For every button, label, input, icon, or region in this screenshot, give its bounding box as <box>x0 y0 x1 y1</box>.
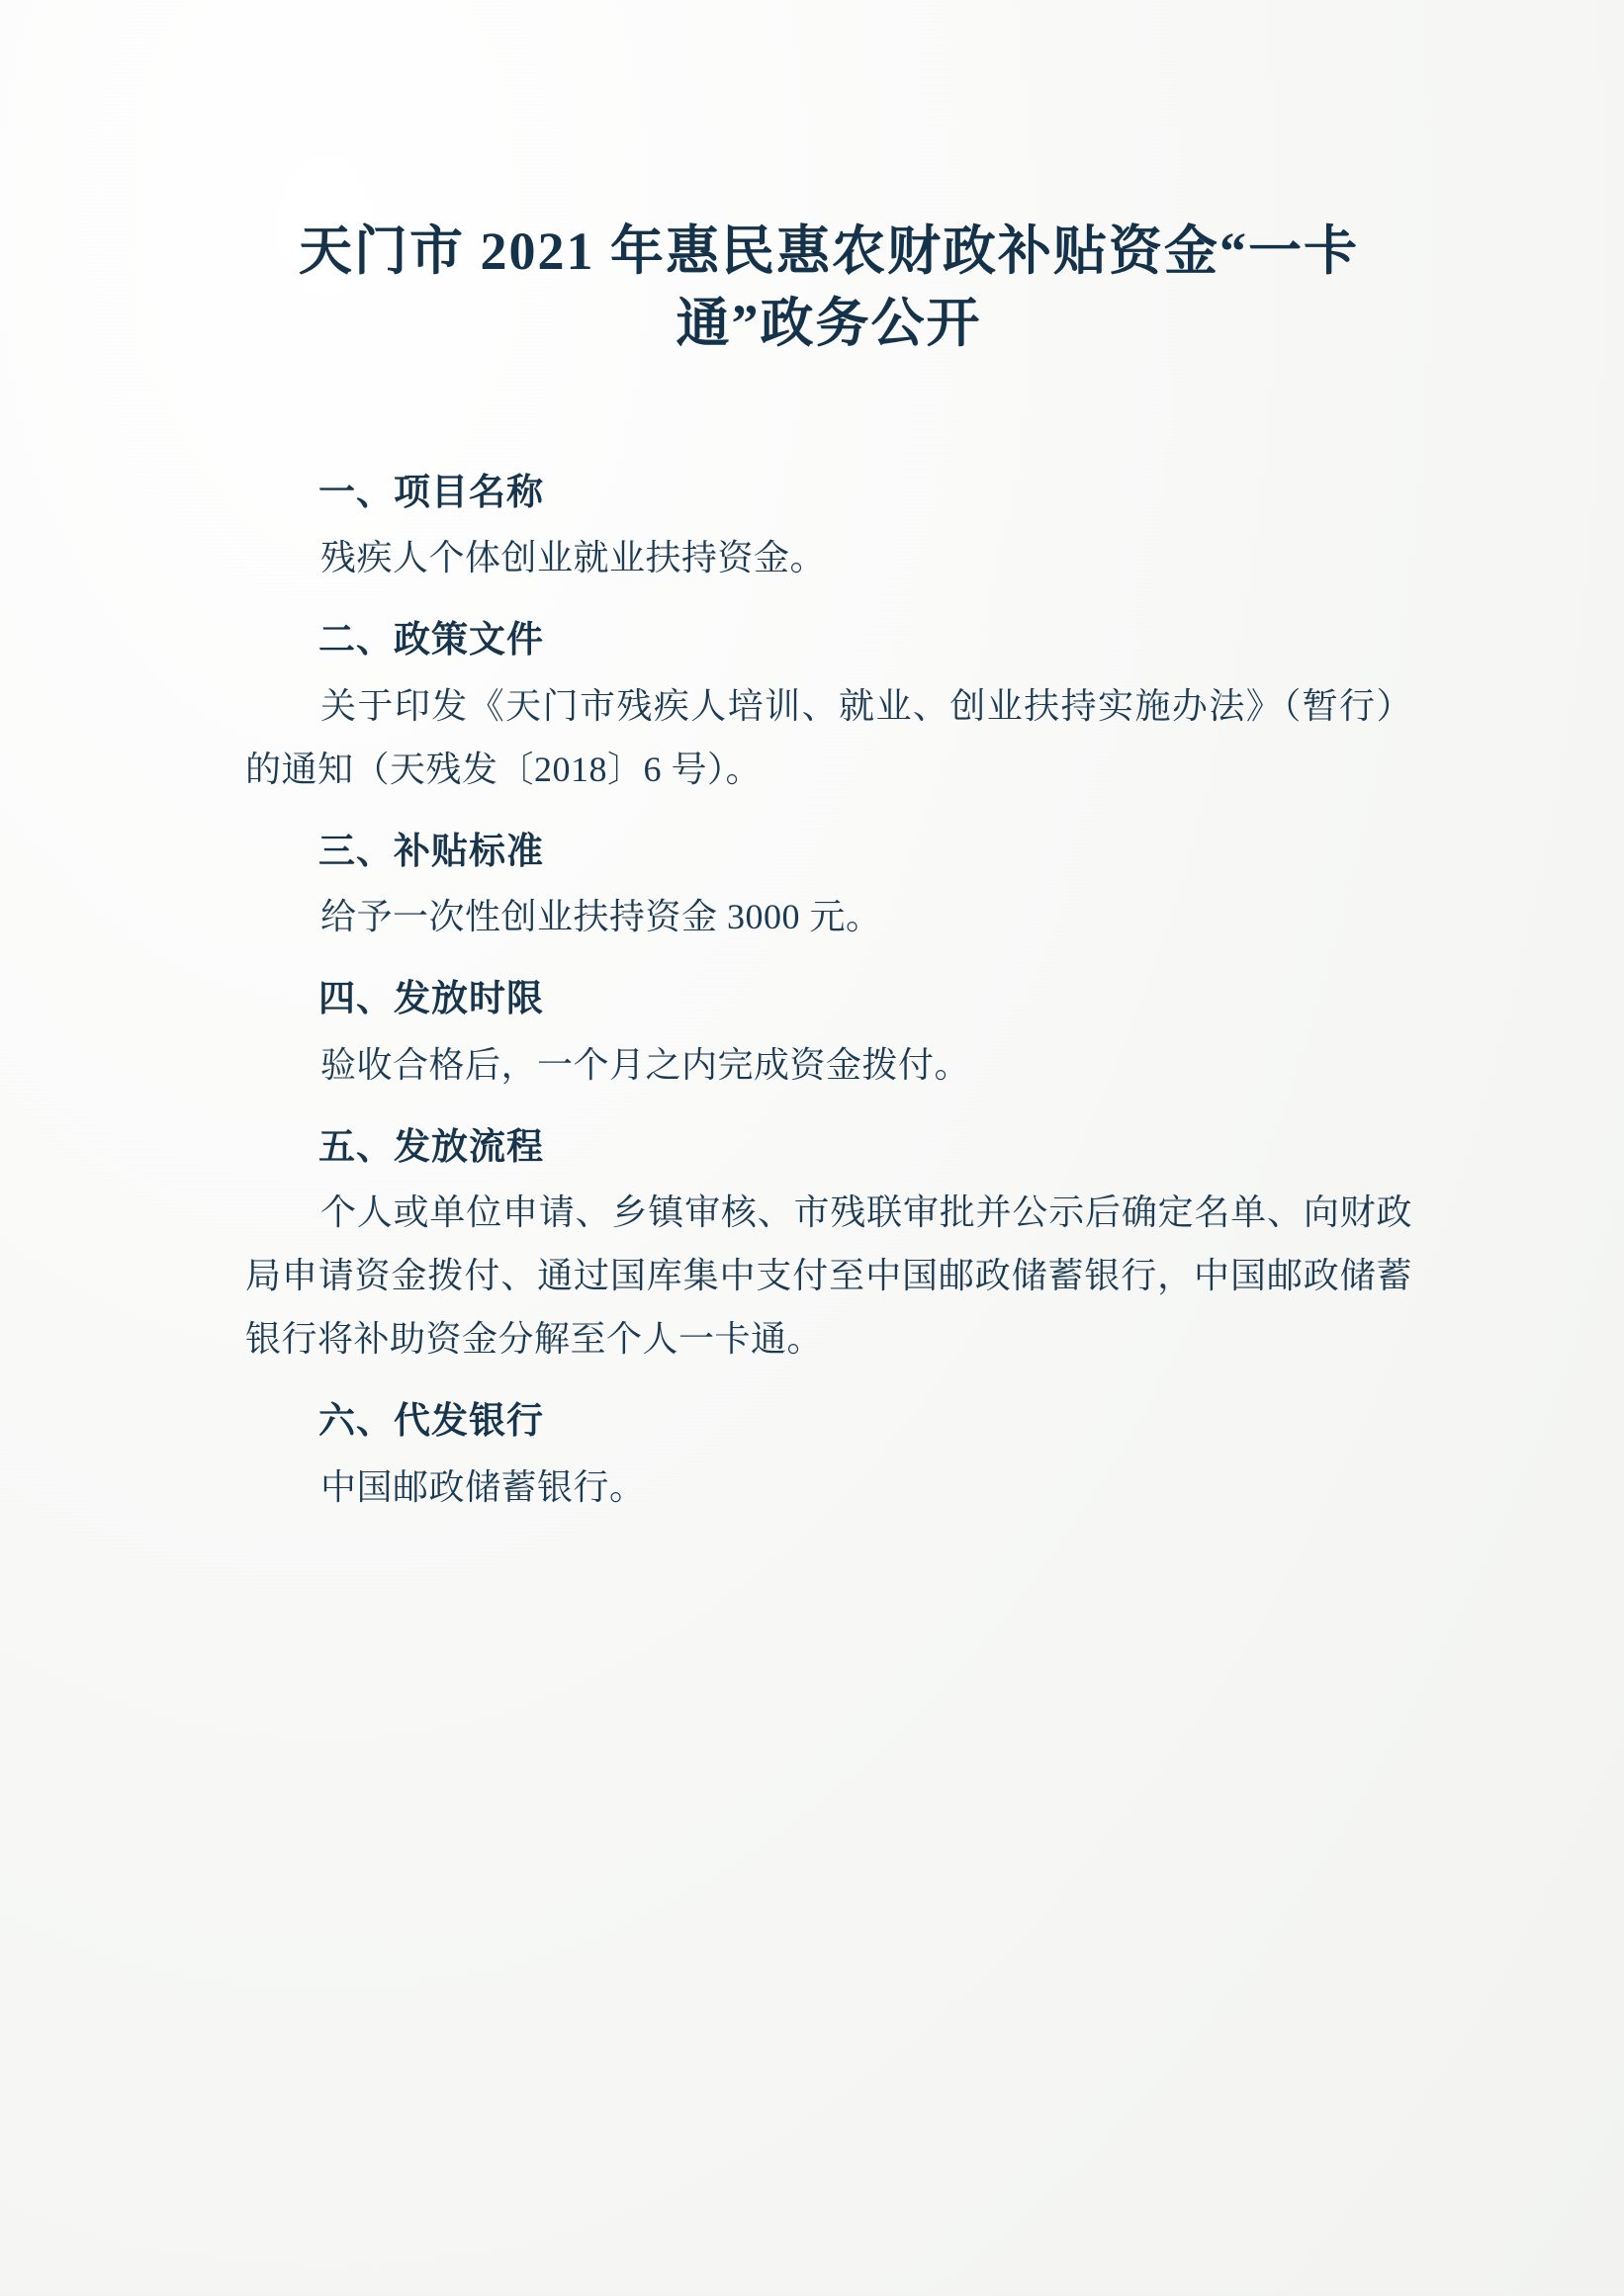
section-policy-document <box>245 611 1412 801</box>
section-heading: 三、补贴标准 <box>318 829 544 872</box>
section-paying-bank <box>245 1392 1412 1518</box>
section-heading: 二、政策文件 <box>318 618 544 662</box>
section-disbursement-process <box>245 1118 1412 1371</box>
section-disbursement-deadline <box>245 970 1412 1096</box>
section-subsidy-standard <box>245 823 1412 948</box>
section-heading: 五、发放流程 <box>318 1124 544 1168</box>
section-body: 残疾人个体创业就业扶持资金。 <box>320 538 827 578</box>
page-title: 天门市 2021 年惠民惠农财政补贴资金“一卡通”政务公开 <box>299 221 1359 354</box>
section-body: 验收合格后，一个月之内完成资金拨付。 <box>320 1044 971 1085</box>
section-heading: 一、项目名称 <box>318 470 544 513</box>
section-project-name <box>245 464 1412 589</box>
section-heading: 四、发放时限 <box>318 977 544 1020</box>
section-body: 个人或单位申请、乡镇审核、市残联审批并公示后确定名单、向财政局申请资金拨付、通过国库集中支付至中国邮政储蓄银行，中国邮政储蓄银行将补助资金分解至个人一卡通。 <box>245 1192 1412 1360</box>
document-content <box>245 216 1412 1523</box>
section-body: 中国邮政储蓄银行。 <box>320 1466 646 1507</box>
section-heading: 六、代发银行 <box>318 1399 544 1443</box>
section-body: 给予一次性创业扶持资金 3000 元。 <box>320 897 882 937</box>
section-body: 关于印发《天门市残疾人培训、就业、创业扶持实施办法》（暂行）的通知（天残发〔2018〕6 号）。 <box>245 685 1412 789</box>
